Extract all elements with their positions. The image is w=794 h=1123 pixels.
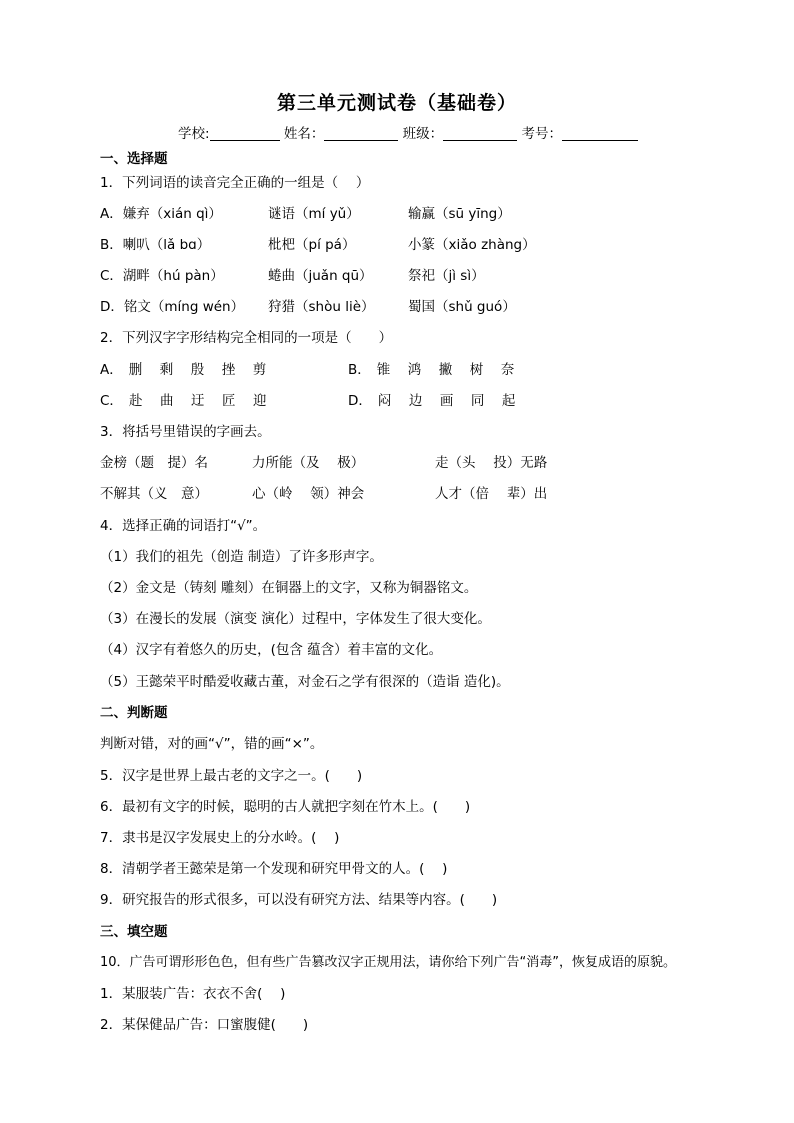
page-title: 第三单元测试卷（基础卷） [276,92,517,114]
char: 闷 [377,393,392,409]
fill-item: 2．某保健品广告：口蜜腹健( ) [100,1017,309,1033]
q1-option-d-word2: 狩猎（shòu liè） [268,299,375,315]
school-blank[interactable] [210,126,280,141]
q3-word: 人才（倍 辈）出 [435,486,548,502]
q4-item: （4）汉字有着悠久的历史，(包含 蕴含）着丰富的文化。 [100,642,443,658]
q2-option-c [100,389,284,409]
question-2-stem: 2．下列汉字字形结构完全相同的一项是（ ） [100,330,393,346]
class-blank[interactable] [443,126,517,141]
option-label: B． [348,362,371,378]
section-choice-heading: 一、选择题 [100,151,168,167]
name-blank[interactable] [324,126,398,141]
question-3-stem: 3．将括号里错误的字画去。 [100,424,271,440]
char: 树 [469,362,484,378]
char: 曲 [159,393,174,409]
char: 殷 [190,362,205,378]
char: 起 [501,393,516,409]
q3-word: 心（岭 领）神会 [252,486,365,502]
student-info-line [178,122,638,142]
char: 匠 [221,393,236,409]
fill-item: 1．某服装广告：衣衣不舍( ) [100,986,286,1002]
char: 撇 [438,362,453,378]
q1-option-a: A．嫌弃（xián qì） [100,206,222,222]
q1-option-d-word3: 蜀国（shǔ guó） [408,299,516,315]
judge-instructions: 判断对错，对的画“√”，错的画“×”。 [100,736,324,752]
q2-option-b [348,358,532,378]
exam-number-blank[interactable] [562,126,638,141]
char: 奈 [500,362,515,378]
question-4-stem: 4．选择正确的词语打“√”。 [100,518,267,534]
char: 赴 [128,393,143,409]
section-judge-heading: 二、判断题 [100,705,168,721]
char: 剪 [252,362,267,378]
char: 迎 [252,393,267,409]
q2-option-a [100,358,284,378]
question-10-stem: 10．广告可谓形形色色，但有些广告篡改汉字正规用法，请你给下列广告“消毒”，恢复成语的原貌。 [100,955,677,970]
q1-option-c: C．湖畔（hú pàn） [100,268,224,284]
school-label: 学校: [178,126,210,142]
char: 剩 [159,362,174,378]
char: 边 [408,393,423,409]
q4-item: （1）我们的祖先（创造 制造）了许多形声字。 [100,549,383,565]
char: 同 [470,393,485,409]
q3-word: 力所能（及 极） [252,455,365,471]
q1-option-a-word2: 谜语（mí yǔ） [268,206,360,222]
option-label: A． [100,362,123,378]
q4-item: （3）在漫长的发展（演变 演化）过程中，字体发生了很大变化。 [100,611,491,627]
q1-option-b-word2: 枇杷（pí pá） [268,237,356,253]
exam-number-label: 考号： [521,126,562,142]
judge-item: 8．清朝学者王懿荣是第一个发现和研究甲骨文的人。( ) [100,861,448,877]
option-label: C． [100,393,123,409]
q1-option-b: B．喇叭（lǎ bɑ） [100,237,211,253]
char: 挫 [221,362,236,378]
q3-word: 金榜（题 提）名 [100,455,208,471]
q4-item: （2）金文是（铸刻 雕刻）在铜器上的文字，又称为铜器铭文。 [100,580,478,596]
char: 删 [128,362,143,378]
judge-item: 9．研究报告的形式很多，可以没有研究方法、结果等内容。( ) [100,892,498,908]
judge-item: 6．最初有文字的时候，聪明的古人就把字刻在竹木上。( ) [100,799,471,815]
judge-item: 7．隶书是汉字发展史上的分水岭。( ) [100,830,340,846]
name-label: 姓名： [283,126,325,142]
q1-option-c-word2: 蜷曲（juǎn qū） [268,268,373,284]
q3-word: 不解其（义 意） [100,486,208,502]
class-label: 班级： [402,126,444,142]
q1-option-d: D．铭文（míng wén） [100,299,245,315]
q2-option-d [348,389,533,409]
judge-item: 5．汉字是世界上最古老的文字之一。( ) [100,768,363,784]
char: 迂 [190,393,205,409]
q1-option-a-word3: 输赢（sū yīng） [408,206,511,222]
section-fill-heading: 三、填空题 [100,924,168,940]
char: 鸿 [407,362,422,378]
q4-item: （5）王懿荣平时酷爱收藏古董，对金石之学有很深的（造诣 造化)。 [100,674,510,690]
q3-word: 走（头 投）无路 [435,455,548,471]
question-1-stem: 1．下列词语的读音完全正确的一组是（ ） [100,175,370,191]
q1-option-b-word3: 小篆（xiǎo zhàng） [408,237,536,253]
char: 锥 [376,362,391,378]
char: 画 [439,393,454,409]
option-label: D． [348,393,372,409]
q1-option-c-word3: 祭祀（jì sì） [408,268,485,284]
